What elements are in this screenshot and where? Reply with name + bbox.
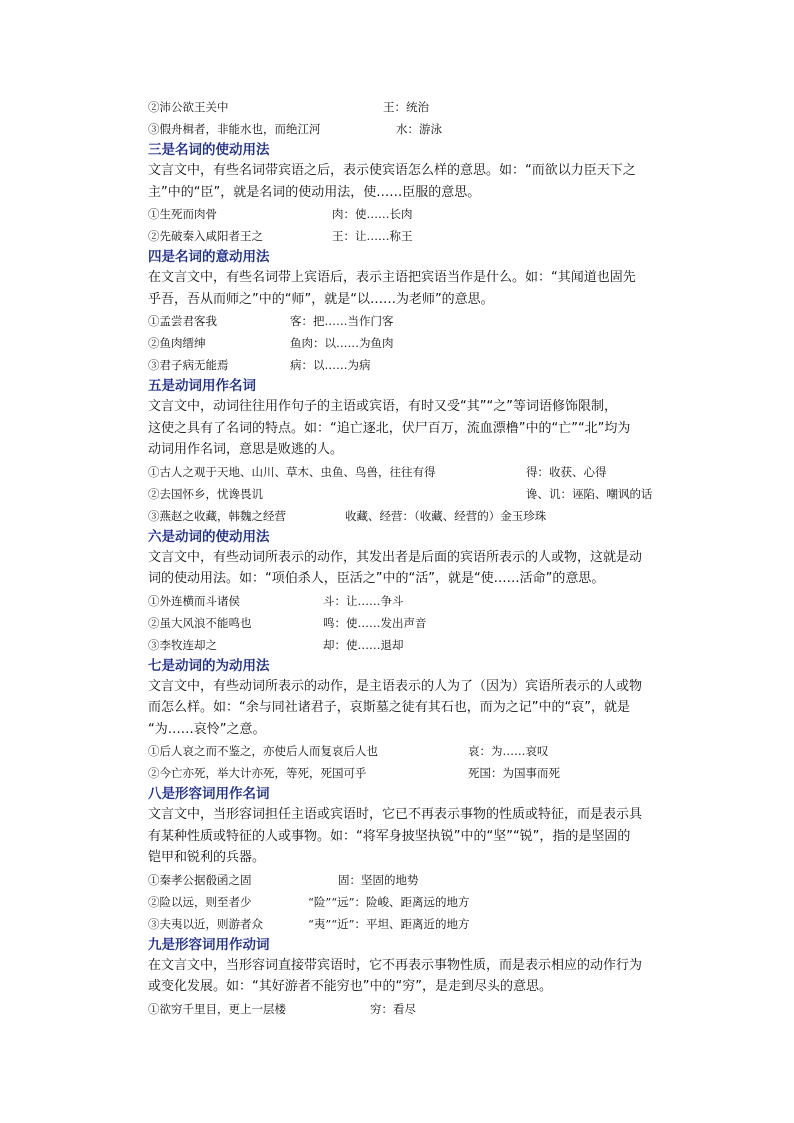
section-heading: 三是名词的使动用法 (148, 142, 270, 158)
example-explanation: “夷”“近”：平坦、距离近的地方 (308, 916, 470, 931)
section-heading: 六是动词的使动用法 (148, 528, 270, 545)
document-content (148, 96, 678, 1020)
example-sentence: ②险以远，则至者少 (148, 894, 252, 909)
example-explanation: 却：使……退却 (323, 637, 404, 652)
example-sentence: ②先破秦入咸阳者王之 (148, 229, 263, 243)
example-row (148, 913, 678, 935)
example-sentence: ②今亡亦死，举大计亦死，等死，死国可乎 (148, 766, 367, 780)
example-explanation: 收藏、经营：（收藏、经营的）金玉珍珠 (345, 508, 547, 523)
example-explanation: 肉：使……长肉 (332, 207, 413, 221)
paragraph-line: 文言文中，当形容词担任主语或宾语时，它已不再表示事物的性质或特征，而是表示具 (148, 807, 643, 822)
example-sentence: ③李牧连却之 (148, 637, 217, 652)
example-row (148, 310, 678, 332)
example-sentence: ①生死而肉骨 (148, 207, 217, 221)
section-paragraph (148, 804, 678, 869)
example-row (148, 634, 678, 656)
section (148, 96, 678, 140)
section-heading: 九是形容词用作动词 (148, 936, 270, 953)
example-sentence: ③假舟楫者，非能水也，而绝江河 (148, 122, 321, 136)
example-sentence: ①欲穷千里目，更上一层楼 (148, 1001, 286, 1016)
example-row (148, 762, 678, 784)
paragraph-line: 文言文中，有些动词所表示的动作，其发出者是后面的宾语所表示的人或物，这就是动 (148, 549, 643, 565)
example-explanation: 穷：看尽 (370, 1001, 416, 1016)
paragraph-line: 文言文中，有些动词所表示的动作，是主语表示的人为了（因为）宾语所表示的人或物 (148, 678, 643, 694)
example-sentence: ②虽大风浪不能鸣也 (148, 615, 252, 630)
section-paragraph (148, 955, 678, 998)
paragraph-line: 或变化发展。如：“其好游者不能穷也”中的“穷”，是走到尽头的意思。 (148, 979, 552, 994)
example-explanation: 病：以……为病 (290, 358, 371, 372)
paragraph-line: 文言文中，有些名词带宾语之后，表示使宾语怎么样的意思。如：“而欲以力臣天下之 (148, 163, 636, 178)
example-explanation: 鱼肉：以……为鱼肉 (290, 336, 394, 350)
example-explanation: 谗、讥：诬陷、嘲讽的话 (526, 486, 653, 501)
example-sentence: ②鱼肉缙绅 (148, 336, 206, 350)
section (148, 248, 678, 376)
section-paragraph (148, 267, 678, 310)
example-row (148, 225, 678, 247)
paragraph-line: 词的使动用法。如：“项伯杀人，臣活之”中的“活”，就是“使……活命”的意思。 (148, 571, 605, 586)
paragraph-line: 而怎么样。如：“余与同社诸君子，哀斯墓之徒有其石也，而为之记”中的“哀”，就是 (148, 700, 630, 715)
example-explanation: “险”“远”：险峻、距离远的地方 (308, 894, 470, 909)
paragraph-line: 在文言文中，有些名词带上宾语后，表示主语把宾语当作是什么。如：“其闻道也固先 (148, 270, 636, 285)
example-sentence: ②沛公欲王关中 (148, 100, 229, 114)
example-row (148, 461, 678, 483)
example-sentence: ①外连横而斗诸侯 (148, 593, 240, 608)
example-explanation: 死国：为国事而死 (468, 766, 560, 780)
example-row (148, 740, 678, 762)
example-explanation: 哀：为……哀叹 (468, 744, 549, 758)
section-heading: 七是动词的为动用法 (148, 657, 270, 674)
section-heading: 八是形容词用作名词 (148, 786, 270, 802)
example-explanation: 固：坚固的地势 (338, 872, 419, 887)
example-row (148, 203, 678, 225)
section (148, 936, 678, 1020)
section-paragraph (148, 396, 678, 461)
example-row (148, 869, 678, 891)
example-row (148, 483, 678, 505)
section-paragraph (148, 160, 678, 203)
paragraph-line: 主”中的“臣”，就是名词的使动用法，使……臣服的意思。 (148, 184, 481, 200)
example-explanation: 客：把……当作门客 (290, 314, 394, 328)
example-sentence: ②去国怀乡，忧谗畏讥 (148, 486, 263, 501)
paragraph-line: 这使之具有了名词的特点。如：“追亡逐北，伏尸百万，流血漂橹”中的“亡”“北”均为 (148, 420, 631, 436)
example-row (148, 590, 678, 612)
example-row (148, 96, 678, 118)
example-explanation: 得：收获、心得 (526, 464, 607, 479)
section (148, 141, 678, 247)
paragraph-line: 乎吾，吾从而师之”中的“师”，就是“以……为老师”的意思。 (148, 291, 494, 307)
example-sentence: ①秦孝公据殽函之固 (148, 872, 252, 887)
example-sentence: ③君子病无能焉 (148, 358, 229, 372)
example-row (148, 891, 678, 913)
section (148, 377, 678, 527)
section (148, 657, 678, 785)
example-row (148, 505, 678, 527)
section-heading: 四是名词的意动用法 (148, 249, 270, 265)
paragraph-line: 动词用作名词，意思是败逃的人。 (148, 442, 344, 457)
paragraph-line: 铠甲和锐利的兵器。 (148, 850, 266, 865)
section-paragraph (148, 547, 678, 590)
section-heading: 五是动词用作名词 (148, 378, 256, 394)
example-explanation: 鸣：使……发出声音 (323, 615, 427, 630)
example-sentence: ③燕赵之收藏，韩魏之经营 (148, 508, 286, 523)
example-sentence: ③夫夷以近，则游者众 (148, 916, 263, 931)
example-row (148, 332, 678, 354)
example-explanation: 王：让……称王 (332, 229, 413, 243)
section (148, 785, 678, 935)
section (148, 528, 678, 656)
example-explanation: 王：统治 (383, 100, 429, 114)
example-row (148, 354, 678, 376)
example-row (148, 612, 678, 634)
example-explanation: 斗：让……争斗 (323, 593, 404, 608)
example-explanation: 水：游泳 (396, 122, 442, 136)
paragraph-line: 有某种性质或特征的人或事物。如：“将军身披坚执锐”中的“坚”“锐”，指的是坚固的 (148, 828, 631, 844)
paragraph-line: 文言文中，动词往往用作句子的主语或宾语，有时又受“其”“之”等词语修饰限制， (148, 399, 617, 414)
paragraph-line: “为……哀怜”之意。 (148, 721, 266, 737)
example-sentence: ①后人哀之而不鉴之，亦使后人而复哀后人也 (148, 744, 378, 758)
paragraph-line: 在文言文中，当形容词直接带宾语时，它不再表示事物性质，而是表示相应的动作行为 (148, 957, 643, 973)
example-sentence: ①古人之观于天地、山川、草木、虫鱼、鸟兽，往往有得 (148, 464, 436, 479)
example-row (148, 998, 678, 1020)
section-paragraph (148, 676, 678, 741)
example-row (148, 118, 678, 140)
example-sentence: ①孟尝君客我 (148, 314, 217, 328)
